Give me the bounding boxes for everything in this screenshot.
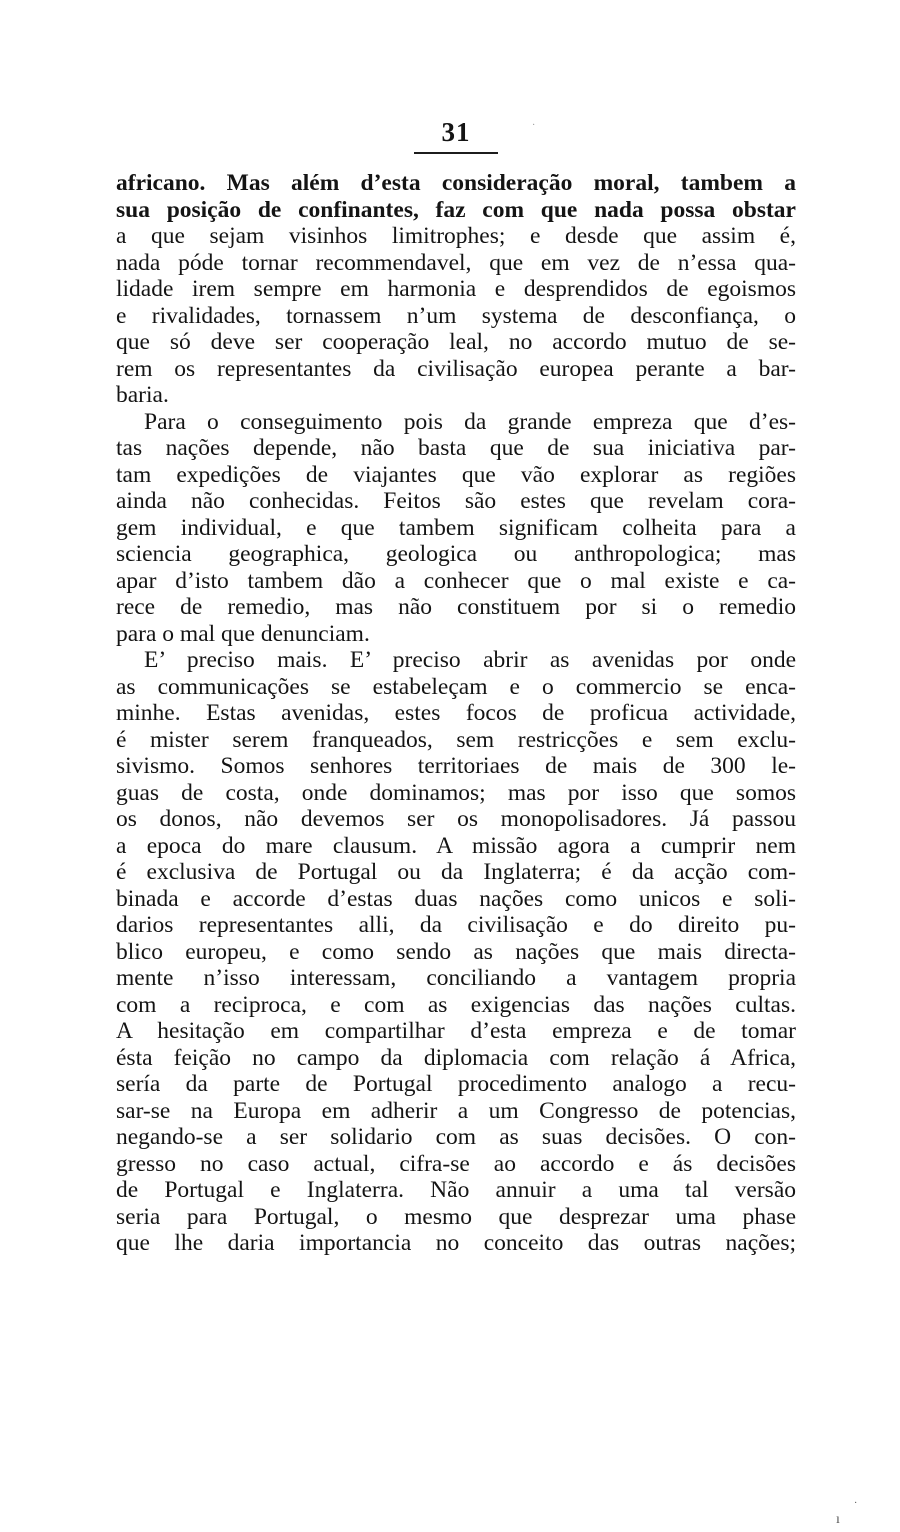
text-line: gem individual, e que tambem significam colheita para a [116, 514, 796, 541]
text-line: rem os representantes da civilisação europea perante a bar- [116, 355, 796, 382]
text-line: sua posição de confinantes, faz com que nada possa obstar [116, 196, 796, 223]
text-line: de Portugal e Inglaterra. Não annuir a uma tal versão [116, 1177, 796, 1203]
text-line: ainda não conhecidas. Feitos são estes que revelam cora- [116, 488, 796, 514]
text-line: sciencia geographica, geologica ou anthropologica; mas [116, 541, 796, 567]
text-line: apar d’isto tambem dão a conhecer que o mal existe e ca- [116, 567, 796, 594]
text-line: é exclusiva de Portugal ou da Inglaterra; é da acção com- [116, 859, 796, 885]
text-line: gresso no caso actual, cifra-se ao accordo e ás decisões [116, 1150, 796, 1177]
text-line: sería da parte de Portugal procedimento analogo a recu- [116, 1071, 796, 1097]
text-line: sar-se na Europa em adherir a um Congresso de potencias, [116, 1097, 796, 1124]
page-number: 31 [441, 117, 471, 147]
body-text [116, 170, 796, 1257]
text-line: a epoca do mare clausum. A missão agora a cumprir nem [116, 832, 796, 859]
text-line: as communicações se estabeleçam e o commercio se enca- [116, 673, 796, 700]
print-speck: · [854, 1498, 858, 1509]
text-line: lidade irem sempre em harmonia e desprendidos de egoismos [116, 276, 796, 302]
text-line: africano. Mas além d’esta consideração moral, tambem a [116, 170, 796, 196]
text-line: guas de costa, onde dominamos; mas por isso que somos [116, 779, 796, 806]
text-line: a que sejam visinhos limitrophes; e desde que assim é, [116, 223, 796, 249]
text-line: tam expedições de viajantes que vão explorar as regiões [116, 461, 796, 488]
page-number-rule [414, 152, 498, 154]
text-line: e rivalidades, tornassem n’um systema de desconfiança, o [116, 302, 796, 329]
text-line: que só deve ser cooperação leal, no accordo mutuo de se- [116, 329, 796, 355]
text-line: darios representantes alli, da civilisação e do direito pu- [116, 912, 796, 938]
print-speck: · [532, 120, 536, 131]
paragraph-start-line: Para o conseguimento pois da grande empreza que d’es- [144, 408, 796, 435]
text-line: seria para Portugal, o mesmo que desprezar uma phase [116, 1203, 796, 1230]
text-line: minhe. Estas avenidas, estes focos de proficua actividade, [116, 700, 796, 726]
text-line: rece de remedio, mas não constituem por si o remedio [116, 594, 796, 620]
text-line: binada e accorde d’estas duas nações como unicos e soli- [116, 885, 796, 912]
text-line: é mister serem franqueados, sem restricções e sem exclu- [116, 726, 796, 753]
paragraph-start-line: E’ preciso mais. E’ preciso abrir as avenidas por onde [144, 647, 796, 673]
text-line: com a reciproca, e com as exigencias das nações cultas. [116, 991, 796, 1018]
text-line: mente n’isso interessam, conciliando a vantagem propria [116, 965, 796, 991]
text-line: os donos, não devemos ser os monopolisadores. Já passou [116, 806, 796, 832]
text-line: nada póde tornar recommendavel, que em vez de n’essa qua- [116, 249, 796, 276]
paragraph-end-line: para o mal que denunciam. [116, 620, 370, 647]
text-line: sivismo. Somos senhores territoriaes de mais de 300 le- [116, 753, 796, 779]
print-speck: ı [836, 1512, 840, 1527]
paragraph-end-line: baria. [116, 382, 169, 408]
text-line: tas nações depende, não basta que de sua iniciativa par- [116, 435, 796, 461]
text-line: ésta feição no campo da diplomacia com relação á Africa, [116, 1044, 796, 1071]
text-line: blico europeu, e como sendo as nações que mais directa- [116, 938, 796, 965]
text-line: negando-se a ser solidario com as suas decisões. O con- [116, 1124, 796, 1150]
text-line: que lhe daria importancia no conceito das outras nações; [116, 1230, 796, 1256]
text-line: A hesitação em compartilhar d’esta empreza e de tomar [116, 1018, 796, 1044]
